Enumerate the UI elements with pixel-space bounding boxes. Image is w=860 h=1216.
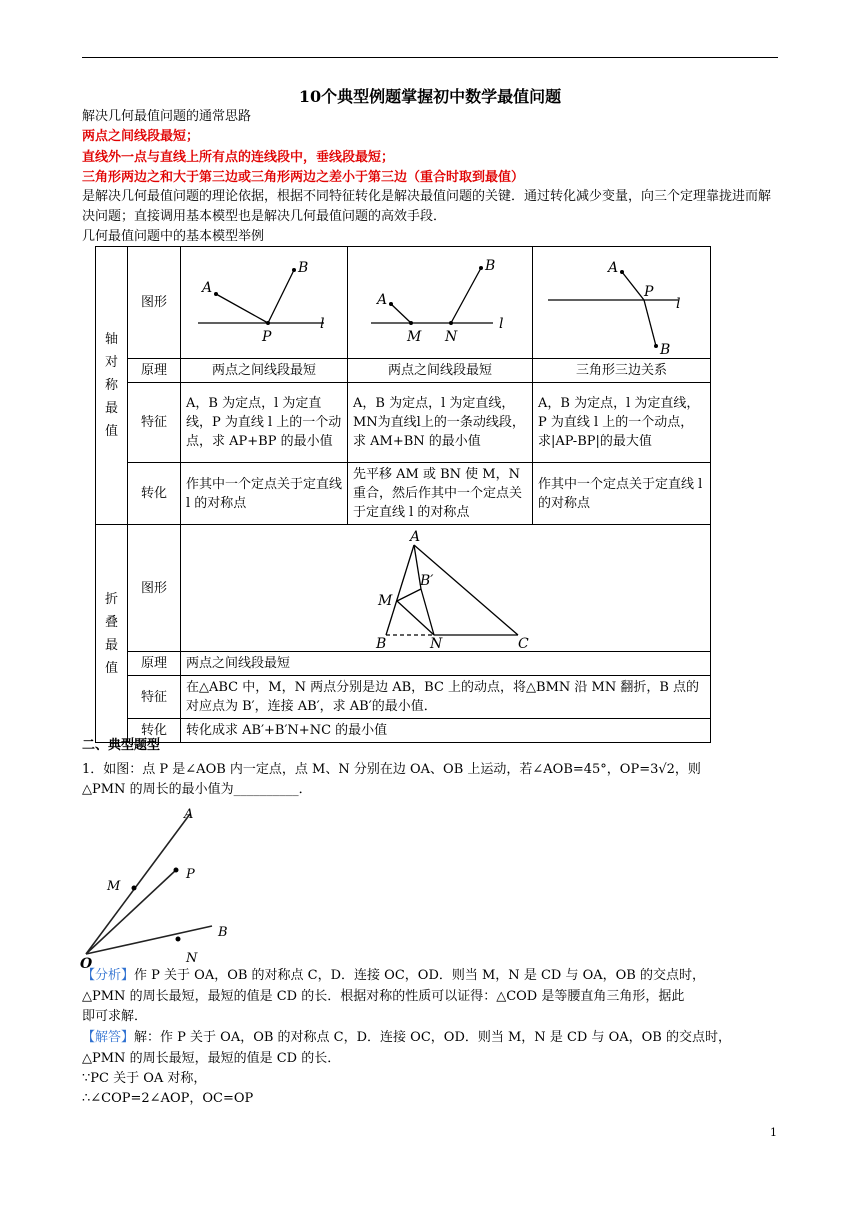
principle-cell-3: 三角形三边关系 — [533, 359, 711, 383]
transform-cell-2: 先平移 AM 或 BN 使 M，N 重合，然后作其中一个定点关于定直线 l 的对称点 — [348, 463, 533, 525]
intro-text: 解决几何最值问题的通常思路 — [82, 109, 252, 124]
fig3-label-p: P — [644, 284, 654, 300]
principle-cell-1: 两点之间线段最短 — [181, 359, 348, 383]
row-label-feature-2: 特征 — [128, 676, 181, 719]
analysis-line-3: 即可求解． — [82, 1009, 148, 1024]
row-label-transform: 转化 — [128, 463, 181, 525]
fig2-label-a: A — [377, 292, 388, 308]
fold-principle: 两点之间线段最短 — [181, 652, 711, 676]
figure-3-svg — [538, 250, 704, 355]
fig3-label-a: A — [608, 260, 619, 276]
principle-cell-2: 两点之间线段最短 — [348, 359, 533, 383]
category-axis-symmetry: 轴对称最值 — [96, 247, 128, 525]
fig1-label-l: l — [320, 316, 325, 332]
answer-line-1: 【解答】解：作 P 关于 OA，OB 的对称点 C，D．连接 OC，OD．则当 M，N 是 CD 与 OA，OB 的交点时， — [82, 1030, 731, 1045]
fig1-label-a: A — [202, 280, 213, 296]
fig3-label-b: B — [660, 342, 671, 355]
header-rule — [82, 57, 778, 58]
model-table — [95, 246, 711, 743]
q1-label-b: B — [218, 925, 228, 940]
fold-label-c: C — [518, 636, 529, 649]
transform-cell-3: 作其中一个定点关于定直线 l 的对称点 — [533, 463, 711, 525]
fig1-label-p: P — [262, 329, 272, 345]
figure-1 — [181, 247, 348, 359]
answer-tag: 【解答】 — [82, 1030, 135, 1045]
row-label-feature: 特征 — [128, 383, 181, 463]
answer-line-2: △PMN 的周长最短，最短的值是 CD 的长． — [82, 1051, 341, 1066]
fold-label-a: A — [410, 529, 421, 545]
q1-label-n: N — [186, 951, 198, 966]
row-label-principle: 原理 — [128, 359, 181, 383]
q1-label-p: P — [186, 867, 195, 882]
row-label-figure: 图形 — [128, 247, 181, 359]
figure-1-svg — [186, 250, 341, 355]
q1-line-1: 1．如图：点 P 是∠AOB 内一定点，点 M、N 分别在边 OA、OB 上运动，若∠AOB=45°，OP=3√2，则 — [82, 762, 701, 777]
feature-cell-1: A，B 为定点，l 为定直线，P 为直线 l 上的一个动点，求 AP+BP 的最小值 — [181, 383, 348, 463]
feature-cell-2: A，B 为定点，l 为定直线，MN为直线l上的一条动线段，求 AM+BN 的最小值 — [348, 383, 533, 463]
analysis-line-2: △PMN 的周长最短，最短的值是 CD 的长．根据对称的性质可以证得：△COD 是等腰直角三角形，据此 — [82, 989, 685, 1004]
fold-transform: 转化成求 AB′+B′N+NC 的最小值 — [181, 719, 711, 743]
fold-label-n: N — [430, 636, 443, 649]
row-label-transform-2: 转化 — [128, 719, 181, 743]
fig1-label-b: B — [298, 260, 309, 276]
q1-line-2: △PMN 的周长的最小值为__________． — [82, 782, 312, 797]
q1-figure — [80, 806, 240, 970]
figure-2-svg — [353, 250, 526, 355]
theory-paragraph: 是解决几何最值问题的理论依据，根据不同特征转化是解决最值问题的关键．通过转化减少变量，向三个定理靠拢进而解决问题；直接调用基本模型也是解决几何最值问题的高效手段． — [82, 189, 772, 224]
fold-label-bp: B′ — [420, 573, 434, 589]
answer-line-4: ∴∠COP=2∠AOP，OC=OP — [82, 1091, 254, 1106]
principle-1: 两点之间线段最短； — [82, 129, 200, 144]
figure-fold — [181, 525, 711, 652]
fold-label-b: B — [376, 636, 387, 649]
table-intro: 几何最值问题中的基本模型举例 — [82, 229, 265, 244]
principle-3: 三角形两边之和大于第三边或三角形两边之差小于第三边（重合时取到最值） — [82, 170, 525, 185]
feature-cell-3: A，B 为定点，l 为定直线，P 为直线 l 上的一个动点，求|AP-BP|的最大值 — [533, 383, 711, 463]
transform-cell-1: 作其中一个定点关于定直线 l 的对称点 — [181, 463, 348, 525]
figure-3 — [533, 247, 711, 359]
page-number: 1 — [770, 1126, 777, 1139]
fig2-label-b: B — [485, 258, 496, 274]
figure-fold-svg — [186, 527, 706, 649]
section-heading: 二、典型题型 — [82, 738, 161, 753]
category-folding: 折叠最值 — [96, 525, 128, 743]
q1-label-o: O — [80, 956, 93, 970]
row-label-principle-2: 原理 — [128, 652, 181, 676]
fold-feature: 在△ABC 中，M，N 两点分别是边 AB，BC 上的动点，将△BMN 沿 MN 翻折，B 点的对应点为 B′，连接 AB′，求 AB′的最小值． — [181, 676, 711, 719]
analysis-tag: 【分析】 — [82, 968, 135, 983]
figure-2 — [348, 247, 533, 359]
q1-label-m: M — [107, 879, 121, 894]
row-label-figure-2: 图形 — [128, 525, 181, 652]
answer-line-3: ∵PC 关于 OA 对称， — [82, 1071, 207, 1086]
fold-label-m: M — [378, 593, 393, 609]
principle-2: 直线外一点与直线上所有点的连线段中，垂线段最短； — [82, 150, 395, 165]
analysis-line-1: 【分析】作 P 关于 OA，OB 的对称点 C，D．连接 OC，OD．则当 M，N 是 CD 与 OA，OB 的交点时， — [82, 968, 705, 983]
fig2-label-m: M — [407, 329, 422, 345]
page-title: 10个典型例题掌握初中数学最值问题 — [298, 87, 562, 106]
q1-label-a: A — [184, 807, 194, 822]
fig2-label-n: N — [445, 329, 458, 345]
fig3-label-l: l — [676, 296, 681, 312]
fig2-label-l: l — [499, 316, 504, 332]
